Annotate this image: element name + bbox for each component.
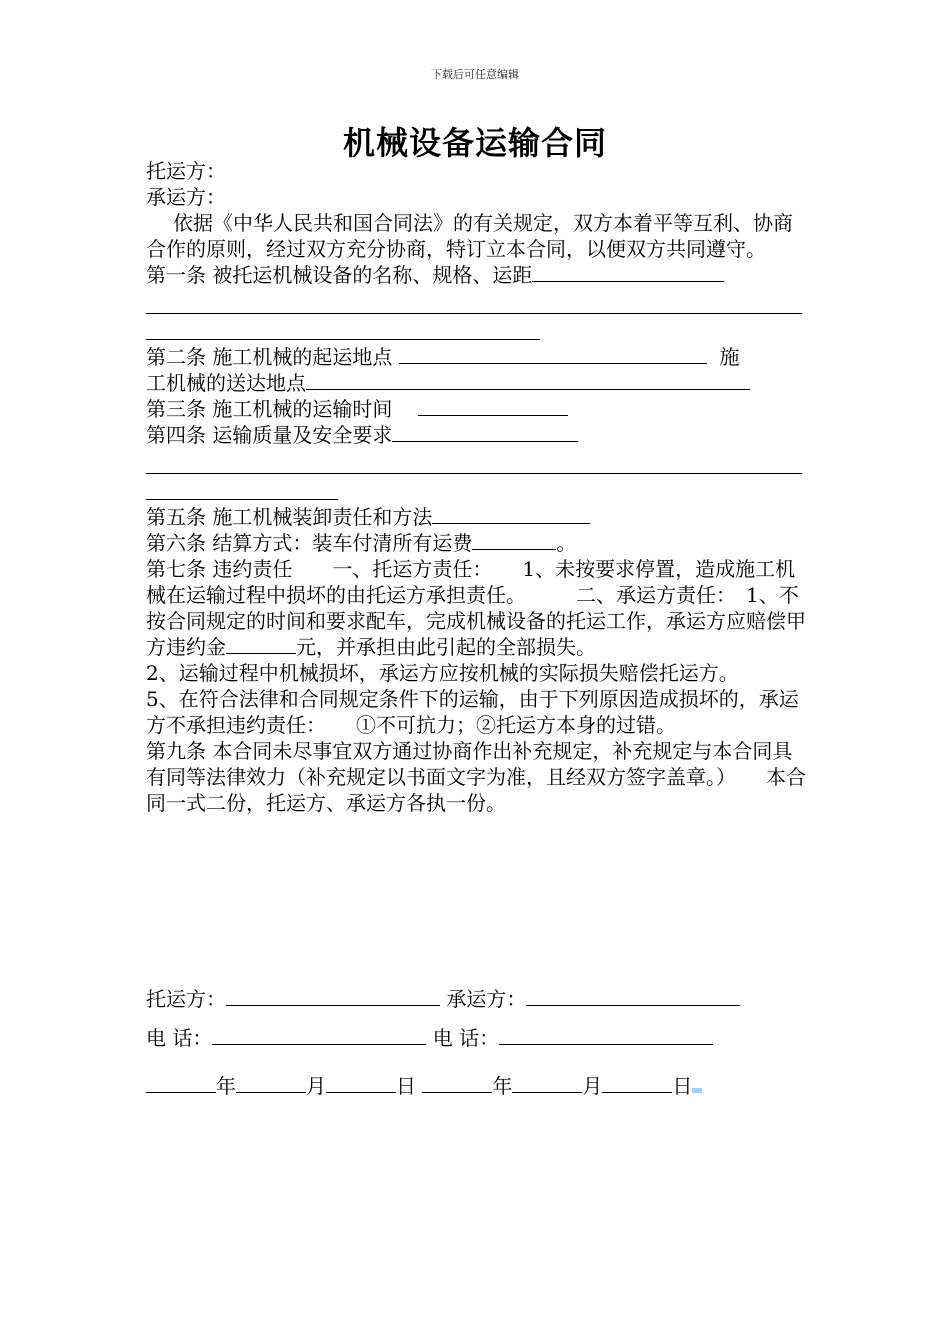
- clause-1-blank: [146, 288, 802, 314]
- clause-7-item-2: 2、运输过程中机械损坏，承运方应按机械的实际损失赔偿托运方。: [146, 661, 739, 685]
- clause-2-cont: 工机械的送达地点: [146, 370, 808, 396]
- clause-1: 第一条 被托运机械设备的名称、规格、运距: [146, 262, 808, 288]
- cursor-marker: [692, 1088, 702, 1093]
- preamble: 依据《中华人民共和国合同法》的有关规定，双方本着平等互利、协商合作的原则，经过双方充分协商，特订立本合同，以便双方共同遵守。: [146, 211, 793, 261]
- clause-4-blank-2: [146, 474, 338, 500]
- clause-4-blank: [146, 448, 802, 474]
- signature-parties: 托运方： 承运方：: [146, 986, 740, 1012]
- clause-1-blank-2: [146, 314, 540, 340]
- clause-7-item-5: 5、在符合法律和合同规定条件下的运输，由于下列原因造成损坏的，承运方不承担违约责任： ①不可抗力；②托运方本身的过错。: [146, 687, 799, 737]
- clause-5: 第五条 施工机械装卸责任和方法: [146, 504, 808, 530]
- clause-2: 第二条 施工机械的起运地点 施: [146, 345, 740, 369]
- clause-9: 第九条 本合同未尽事宜双方通过协商作出补充规定，补充规定与本合同具有同等法律效力（补充规定以书面文字为准，且经双方签字盖章。） 本合同一式二份，托运方、承运方各执一份。: [146, 739, 806, 815]
- clause-7: 第七条 违约责任 一、托运方责任： 1、未按要求停置，造成施工机械在运输过程中损坏的由托运方承担责任。 二、承运方责任： 1、不按合同规定的时间和要求配车，完成机械设备的托运工作，承运方应赔偿甲方违约金 元，并承担由此引起的全部损失。: [146, 557, 806, 659]
- signature-phones: 电 话： 电 话：: [146, 1025, 713, 1051]
- clause-4: 第四条 运输质量及安全要求: [146, 422, 808, 448]
- signature-dates: 年 月 日 年 月 日: [146, 1073, 702, 1099]
- contract-body: [146, 158, 808, 816]
- carrier-line: 承运方：: [146, 185, 226, 209]
- shipper-line: 托运方：: [146, 159, 226, 183]
- clause-3: 第三条 施工机械的运输时间: [146, 396, 808, 422]
- page-header-note: 下载后可任意编辑: [431, 68, 519, 81]
- document-title: 机械设备运输合同: [342, 124, 607, 162]
- clause-6: 第六条 结算方式：装车付清所有运费 。: [146, 531, 577, 555]
